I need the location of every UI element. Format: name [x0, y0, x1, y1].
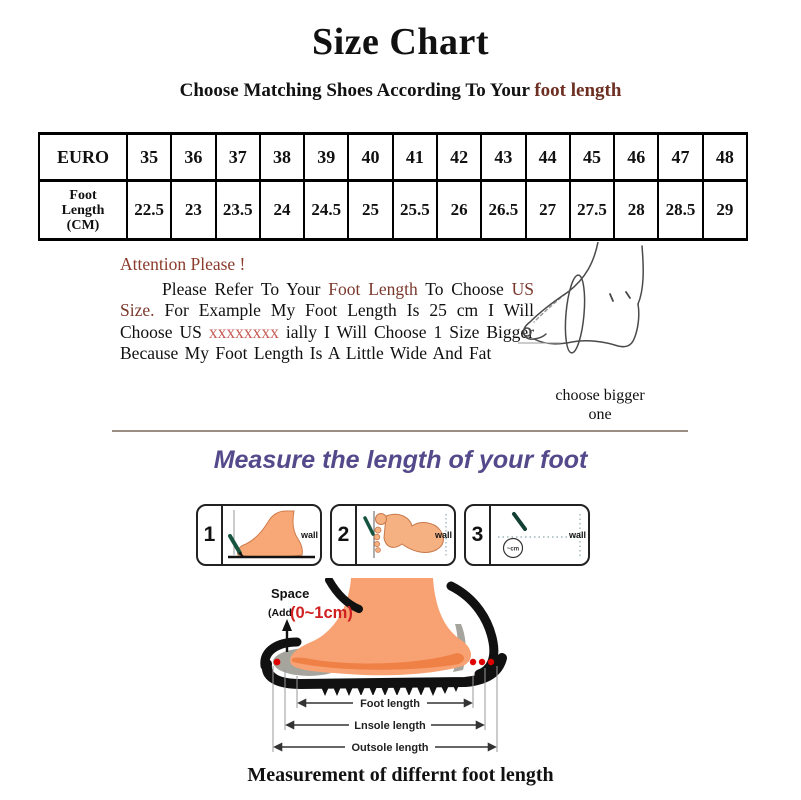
measure-dot [488, 659, 494, 665]
foot-length-cell: 26.5 [481, 181, 525, 240]
size-cell: 37 [216, 134, 260, 181]
foot-length-cell: 23.5 [216, 181, 260, 240]
size-cell: 45 [570, 134, 614, 181]
pen-icon [514, 514, 525, 529]
foot-length-cell: 25 [348, 181, 392, 240]
subtitle [0, 80, 801, 102]
size-cell: 47 [658, 134, 702, 181]
size-cell: 42 [437, 134, 481, 181]
ruler-label: ~cm [506, 546, 520, 553]
bottom-caption: Measurement of differnt foot length [247, 764, 554, 786]
size-cell: 44 [526, 134, 570, 181]
attention-text: To Choose [417, 278, 512, 299]
attention-text: For Example My Foot Length Is 25 cm I Will Choose US [120, 300, 534, 342]
page-title: Size Chart [311, 21, 490, 63]
size-cell: 43 [481, 134, 525, 181]
size-cell: 39 [304, 134, 348, 181]
step-panel-3 [464, 504, 590, 566]
foot-length-label: Foot length [360, 698, 420, 710]
size-cell: 38 [260, 134, 304, 181]
us-size-highlight: US Size. [120, 278, 534, 320]
measure-steps [196, 504, 590, 566]
big-toe-shape [376, 514, 387, 525]
ankle-mark [610, 294, 613, 301]
foot-length-cell: 22.5 [127, 181, 171, 240]
step-panel-1 [196, 504, 322, 566]
add-label: (Add [268, 607, 292, 619]
size-cell: 35 [127, 134, 171, 181]
shoe-measurement-diagram [235, 578, 545, 756]
foot-sole-outline [534, 304, 639, 347]
foot-length-label-line: Length [61, 202, 105, 218]
censored-text: xxxxxxxx [208, 321, 279, 342]
foot-length-label-line: Foot [69, 187, 97, 203]
step-number: 1 [198, 506, 223, 564]
subtitle-text: Choose Matching Shoes According To Your [179, 80, 530, 101]
wall-label: wall [434, 530, 452, 540]
table-row-foot-length [39, 181, 747, 240]
toe-shape [376, 548, 381, 553]
foot-length-cell: 28.5 [658, 181, 702, 240]
ankle-mark [626, 292, 630, 298]
toe-shape [374, 541, 379, 546]
table-row-euro [39, 134, 747, 181]
pen-icon [230, 536, 240, 553]
foot-length-cell: 26 [437, 181, 481, 240]
foot-length-cell: 23 [171, 181, 215, 240]
size-cell: 36 [171, 134, 215, 181]
outsole-length-label: Outsole length [351, 742, 429, 754]
attention-text: Please Refer To Your [162, 278, 329, 299]
measure-dot [274, 659, 281, 666]
choose-bigger-note: choose bigger one [555, 387, 645, 423]
leg-outline [638, 246, 643, 304]
measure-dot [479, 659, 485, 665]
foot-length-cell: 25.5 [393, 181, 437, 240]
size-cell: 46 [614, 134, 658, 181]
measure-dot [470, 659, 476, 665]
foot-length-cell: 24.5 [304, 181, 348, 240]
subtitle-foot-length-highlight: foot length [534, 80, 622, 101]
section-divider [112, 430, 688, 432]
attention-paragraph [120, 279, 534, 365]
foot-length-label-line: (CM) [66, 217, 100, 233]
range-label: (0~1cm) [290, 604, 353, 622]
foot-length-cell: 29 [703, 181, 747, 240]
step-number: 3 [466, 506, 491, 564]
euro-label: EURO [39, 134, 127, 181]
space-label: Space [271, 586, 310, 601]
foot-sketch-illustration [518, 242, 704, 370]
step-number: 2 [332, 506, 357, 564]
foot-length-cell: 28 [614, 181, 658, 240]
measure-heading: Measure the length of your foot [213, 446, 588, 474]
attention-text: ially I Will Choose 1 Size Bigger Because My Foot Length Is A Little Wide And Fat [120, 321, 535, 363]
wall-label: wall [568, 530, 586, 540]
attention-heading: Attention Please ! [120, 254, 246, 274]
step-panel-2 [330, 504, 456, 566]
foot-length-highlight: Foot Length [328, 278, 418, 299]
foot-length-cell: 24 [260, 181, 304, 240]
size-cell: 40 [348, 134, 392, 181]
shoe-tread-teeth [319, 680, 461, 696]
size-cell: 48 [703, 134, 747, 181]
foot-length-cell: 27 [526, 181, 570, 240]
insole-length-label: Lnsole length [354, 720, 426, 732]
toe-shape [374, 534, 380, 540]
foot-side-shape [237, 511, 302, 557]
pen-icon [365, 518, 373, 534]
size-table [38, 132, 748, 241]
attention-block [120, 254, 534, 365]
foot-length-cell: 27.5 [570, 181, 614, 240]
wall-label: wall [300, 530, 318, 540]
toe-shape [375, 527, 381, 533]
foot-length-label [39, 181, 127, 240]
size-cell: 41 [393, 134, 437, 181]
